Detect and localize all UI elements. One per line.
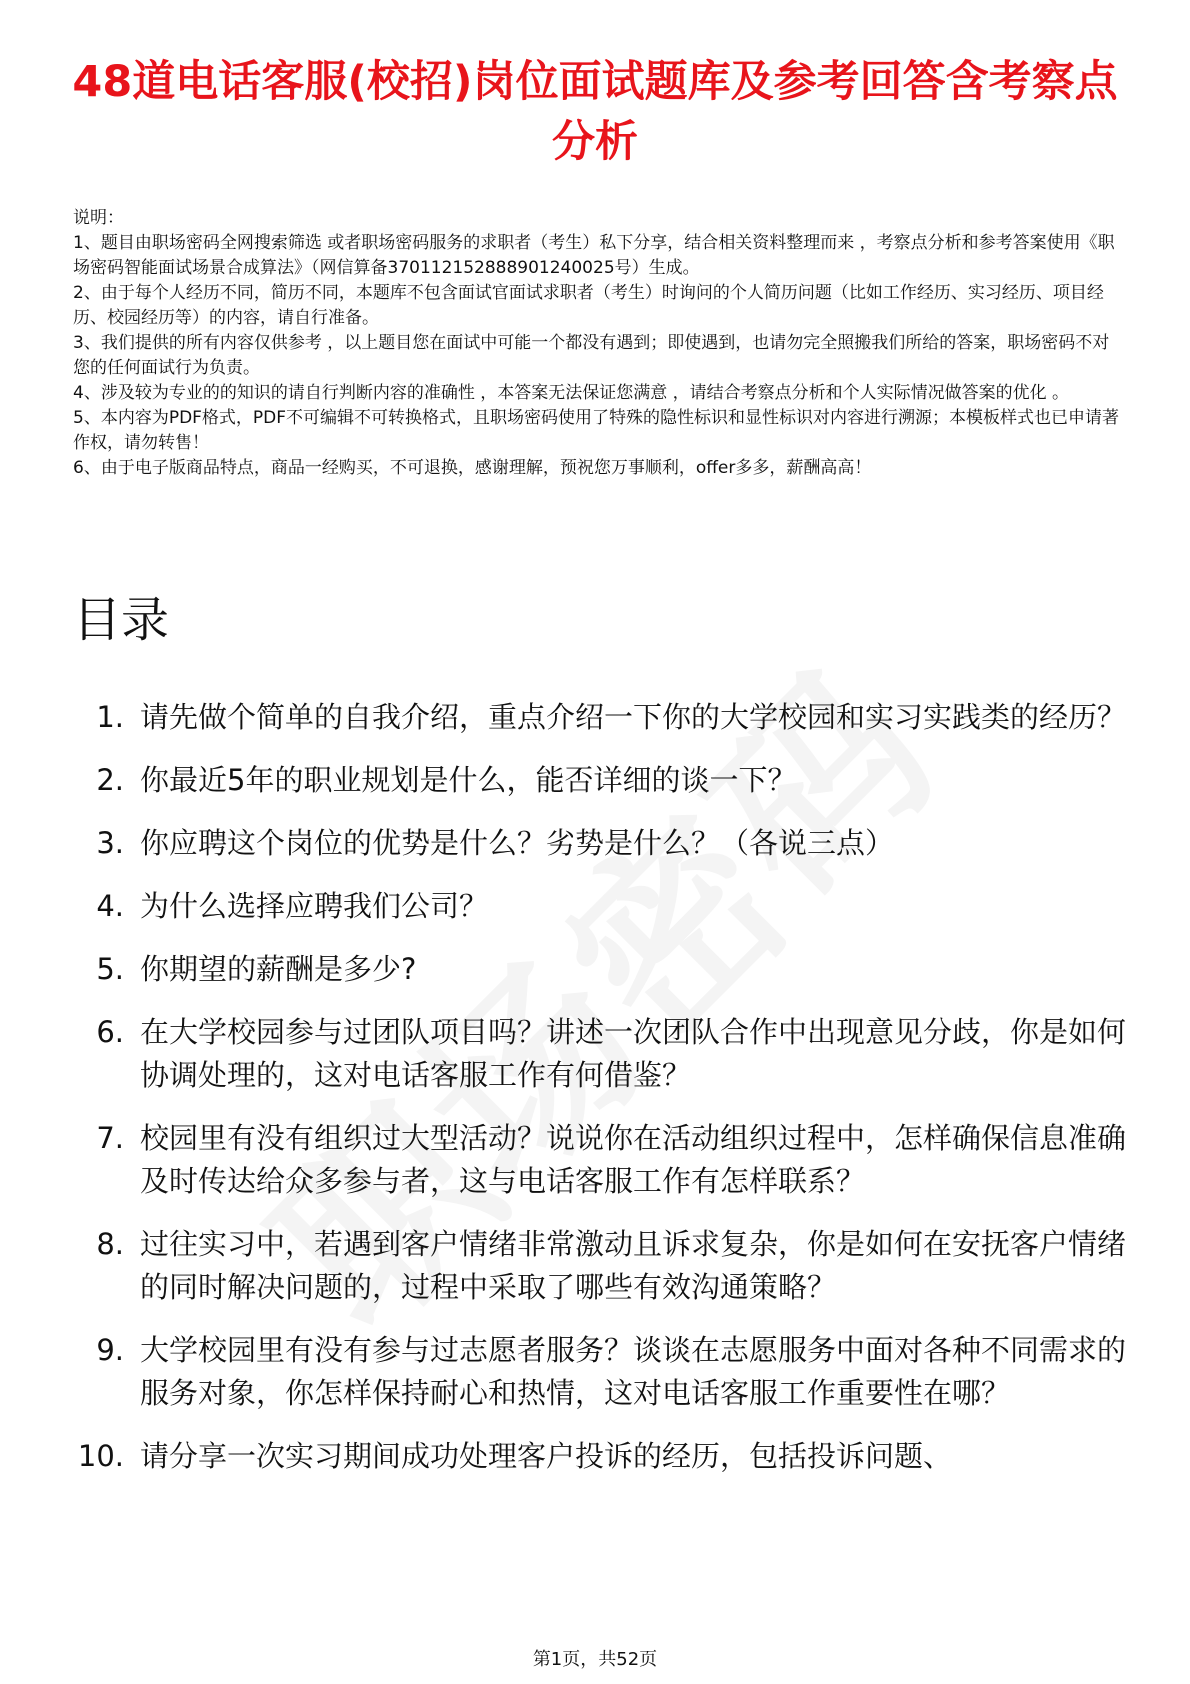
document-title: 48道电话客服(校招)岗位面试题库及参考回答含考察点分析	[72, 57, 1118, 167]
toc-item[interactable]	[60, 759, 1130, 802]
toc-item[interactable]	[60, 696, 1130, 739]
toc-item-text: 过往实习中，若遇到客户情绪非常激动且诉求复杂，你是如何在安抚客户情绪的同时解决问题的，过程中采取了哪些有效沟通策略？	[140, 1227, 1127, 1304]
toc-item-text: 在大学校园参与过团队项目吗？讲述一次团队合作中出现意见分歧，你是如何协调处理的，这对电话客服工作有何借鉴？	[140, 1015, 1127, 1092]
toc-item-number: 6.	[96, 1015, 124, 1049]
toc-item-number: 10.	[77, 1439, 124, 1473]
toc-item[interactable]	[60, 1435, 1130, 1478]
note-item: 2、由于每个人经历不同，简历不同，本题库不包含面试官面试求职者（考生）时询问的个人简历问题（比如工作经历、实习经历、项目经历、校园经历等）的内容，请自行准备。	[73, 283, 1104, 328]
toc-item-text: 你期望的薪酬是多少?	[140, 952, 417, 986]
toc-item-text: 大学校园里有没有参与过志愿者服务？谈谈在志愿服务中面对各种不同需求的服务对象，你怎样保持耐心和热情，这对电话客服工作重要性在哪？	[140, 1333, 1127, 1410]
toc-item[interactable]	[60, 948, 1130, 991]
toc-heading: 目录	[73, 592, 170, 648]
page-footer: 第1页，共52页	[532, 1649, 658, 1670]
toc-item-text: 你应聘这个岗位的优势是什么？劣势是什么？（各说三点）	[140, 826, 895, 860]
toc-item[interactable]	[60, 1117, 1130, 1203]
toc-item[interactable]	[60, 1223, 1130, 1309]
note-item: 1、题目由职场密码全网搜索筛选 或者职场密码服务的求职者（考生）私下分享，结合相关资料整理而来 ，考察点分析和参考答案使用《职场密码智能面试场景合成算法》（网信算备370112152888901240025号）生成。	[73, 233, 1115, 278]
toc-item-number: 4.	[96, 889, 124, 923]
toc-item[interactable]	[60, 1329, 1130, 1415]
toc-list	[60, 696, 1130, 1498]
toc-item-number: 1.	[96, 700, 124, 734]
toc-item-text: 校园里有没有组织过大型活动？说说你在活动组织过程中，怎样确保信息准确及时传达给众多参与者，这与电话客服工作有怎样联系？	[140, 1121, 1127, 1198]
note-item: 4、涉及较为专业的的知识的请自行判断内容的准确性 ，本答案无法保证您满意 ，请结合考察点分析和个人实际情况做答案的优化 。	[73, 383, 1070, 403]
toc-item[interactable]	[60, 885, 1130, 928]
toc-item-text: 请先做个简单的自我介绍，重点介绍一下你的大学校园和实习实践类的经历？	[140, 700, 1127, 734]
toc-item-text: 请分享一次实习期间成功处理客户投诉的经历，包括投诉问题、	[140, 1439, 953, 1473]
toc-item-number: 3.	[96, 826, 124, 860]
toc-item-number: 7.	[96, 1121, 124, 1155]
note-item: 5、本内容为PDF格式，PDF不可编辑不可转换格式，且职场密码使用了特殊的隐性标识和显性标识对内容进行溯源；本模板样式也已申请著作权，请勿转售！	[73, 408, 1120, 453]
notes-heading: 说明：	[73, 208, 124, 228]
toc-item-number: 8.	[96, 1227, 124, 1261]
toc-item-text: 为什么选择应聘我们公司？	[140, 889, 489, 923]
note-item: 6、由于电子版商品特点，商品一经购买，不可退换，感谢理解，预祝您万事顺利，offer多多，薪酬高高！	[73, 458, 872, 478]
notes-section	[73, 206, 1123, 481]
toc-item-number: 9.	[96, 1333, 124, 1367]
toc-item-number: 5.	[96, 952, 124, 986]
toc-item[interactable]	[60, 822, 1130, 865]
toc-item-text: 你最近5年的职业规划是什么，能否详细的谈一下？	[140, 763, 797, 797]
toc-item[interactable]	[60, 1011, 1130, 1097]
note-item: 3、我们提供的所有内容仅供参考 ，以上题目您在面试中可能一个都没有遇到；即使遇到，也请勿完全照搬我们所给的答案，职场密码不对您的任何面试行为负责。	[73, 333, 1110, 378]
toc-item-number: 2.	[96, 763, 124, 797]
